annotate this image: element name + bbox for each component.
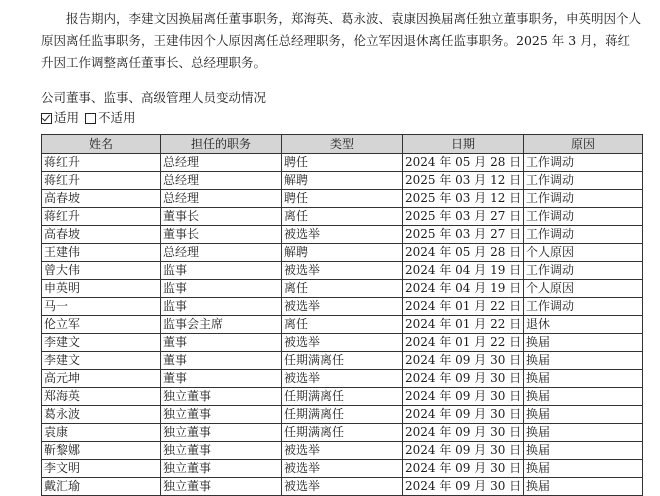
position-cell: 总经理 [161, 244, 282, 262]
type-cell: 离任 [282, 280, 403, 298]
date-cell: 2024 年 09 月 30 日 [403, 478, 524, 496]
table-row [42, 190, 643, 208]
header-name: 姓名 [42, 135, 161, 154]
position-cell: 总经理 [161, 190, 282, 208]
type-cell: 任期满离任 [282, 424, 403, 442]
table-row [42, 352, 643, 370]
table-row [42, 316, 643, 334]
position-cell: 董事长 [161, 208, 282, 226]
name-cell: 高元坤 [42, 370, 161, 388]
position-cell: 独立董事 [161, 388, 282, 406]
type-cell: 任期满离任 [282, 388, 403, 406]
name-cell: 伦立军 [42, 316, 161, 334]
position-cell: 监事会主席 [161, 316, 282, 334]
name-cell: 袁康 [42, 424, 161, 442]
date-cell: 2025 年 03 月 12 日 [403, 172, 524, 190]
reason-cell: 工作调动 [524, 208, 643, 226]
table-row [42, 208, 643, 226]
position-cell: 独立董事 [161, 442, 282, 460]
type-cell: 解聘 [282, 244, 403, 262]
checked-box-icon[interactable] [41, 113, 52, 124]
not-applicable-option[interactable] [85, 109, 136, 127]
name-cell: 李文明 [42, 460, 161, 478]
date-cell: 2024 年 01 月 22 日 [403, 298, 524, 316]
position-cell: 独立董事 [161, 424, 282, 442]
date-cell: 2024 年 09 月 30 日 [403, 406, 524, 424]
name-cell: 王建伟 [42, 244, 161, 262]
type-cell: 被选举 [282, 370, 403, 388]
unchecked-box-icon[interactable] [85, 113, 96, 124]
position-cell: 总经理 [161, 172, 282, 190]
date-cell: 2024 年 09 月 30 日 [403, 370, 524, 388]
table-row [42, 226, 643, 244]
reason-cell: 换届 [524, 334, 643, 352]
name-cell: 申英明 [42, 280, 161, 298]
reason-cell: 个人原因 [524, 280, 643, 298]
reason-cell: 工作调动 [524, 298, 643, 316]
date-cell: 2024 年 01 月 22 日 [403, 316, 524, 334]
type-cell: 离任 [282, 316, 403, 334]
header-position: 担任的职务 [161, 135, 282, 154]
date-cell: 2025 年 03 月 27 日 [403, 226, 524, 244]
name-cell: 曾大伟 [42, 262, 161, 280]
reason-cell: 换届 [524, 370, 643, 388]
position-cell: 独立董事 [161, 406, 282, 424]
applicable-label: 适用 [54, 110, 80, 125]
name-cell: 靳黎娜 [42, 442, 161, 460]
date-cell: 2024 年 04 月 19 日 [403, 262, 524, 280]
table-row [42, 370, 643, 388]
position-cell: 监事 [161, 280, 282, 298]
name-cell: 蒋红升 [42, 154, 161, 172]
position-cell: 董事 [161, 334, 282, 352]
date-cell: 2024 年 09 月 30 日 [403, 388, 524, 406]
date-cell: 2025 年 03 月 27 日 [403, 208, 524, 226]
position-cell: 董事 [161, 352, 282, 370]
reason-cell: 换届 [524, 478, 643, 496]
type-cell: 被选举 [282, 442, 403, 460]
position-cell: 董事长 [161, 226, 282, 244]
table-row [42, 442, 643, 460]
reason-cell: 个人原因 [524, 244, 643, 262]
date-cell: 2024 年 09 月 30 日 [403, 460, 524, 478]
type-cell: 被选举 [282, 298, 403, 316]
reason-cell: 工作调动 [524, 154, 643, 172]
table-row [42, 280, 643, 298]
reason-cell: 换届 [524, 460, 643, 478]
name-cell: 李建文 [42, 334, 161, 352]
date-cell: 2024 年 09 月 30 日 [403, 442, 524, 460]
position-cell: 董事 [161, 370, 282, 388]
table-row [42, 406, 643, 424]
intro-paragraph: 报告期内，李建文因换届离任董事职务，郑海英、葛永波、袁康因换届离任独立董事职务，申英明因个人原因离任监事职务，王建伟因个人原因离任总经理职务，伦立军因退休离任监事职务。2025 年 3 月，蒋红升因工作调整离任董事长、总经理职务。 [41, 11, 642, 70]
table-header-row [42, 135, 643, 154]
date-cell: 2024 年 05 月 28 日 [403, 244, 524, 262]
type-cell: 聘任 [282, 190, 403, 208]
table-row [42, 460, 643, 478]
reason-cell: 换届 [524, 424, 643, 442]
applicability-options [41, 109, 142, 127]
type-cell: 被选举 [282, 478, 403, 496]
name-cell: 马一 [42, 298, 161, 316]
reason-cell: 退休 [524, 316, 643, 334]
applicable-option[interactable] [41, 109, 79, 127]
reason-cell: 换届 [524, 442, 643, 460]
type-cell: 被选举 [282, 334, 403, 352]
name-cell: 葛永波 [42, 406, 161, 424]
table-row [42, 424, 643, 442]
type-cell: 聘任 [282, 154, 403, 172]
name-cell: 戴汇瑜 [42, 478, 161, 496]
table-row [42, 388, 643, 406]
reason-cell: 工作调动 [524, 172, 643, 190]
reason-cell: 换届 [524, 406, 643, 424]
name-cell: 李建文 [42, 352, 161, 370]
date-cell: 2024 年 09 月 30 日 [403, 424, 524, 442]
date-cell: 2024 年 01 月 22 日 [403, 334, 524, 352]
type-cell: 离任 [282, 208, 403, 226]
position-cell: 总经理 [161, 154, 282, 172]
position-cell: 独立董事 [161, 460, 282, 478]
table-row [42, 334, 643, 352]
type-cell: 解聘 [282, 172, 403, 190]
reason-cell: 换届 [524, 388, 643, 406]
header-date: 日期 [403, 135, 524, 154]
personnel-changes-table [41, 134, 643, 496]
reason-cell: 工作调动 [524, 226, 643, 244]
name-cell: 高春坡 [42, 226, 161, 244]
reason-cell: 换届 [524, 352, 643, 370]
table-row [42, 244, 643, 262]
table-row [42, 262, 643, 280]
type-cell: 被选举 [282, 226, 403, 244]
position-cell: 监事 [161, 262, 282, 280]
header-type: 类型 [282, 135, 403, 154]
type-cell: 被选举 [282, 460, 403, 478]
table-row [42, 154, 643, 172]
date-cell: 2025 年 03 月 12 日 [403, 190, 524, 208]
type-cell: 被选举 [282, 262, 403, 280]
date-cell: 2024 年 09 月 30 日 [403, 352, 524, 370]
date-cell: 2024 年 05 月 28 日 [403, 154, 524, 172]
header-reason: 原因 [524, 135, 643, 154]
section-title: 公司董事、监事、高级管理人员变动情况 [41, 90, 267, 105]
name-cell: 蒋红升 [42, 172, 161, 190]
position-cell: 监事 [161, 298, 282, 316]
date-cell: 2024 年 04 月 19 日 [403, 280, 524, 298]
type-cell: 任期满离任 [282, 406, 403, 424]
not-applicable-label: 不适用 [98, 110, 136, 125]
reason-cell: 工作调动 [524, 190, 643, 208]
name-cell: 高春坡 [42, 190, 161, 208]
name-cell: 蒋红升 [42, 208, 161, 226]
table-row [42, 478, 643, 496]
table-row [42, 298, 643, 316]
table-row [42, 172, 643, 190]
reason-cell: 工作调动 [524, 262, 643, 280]
name-cell: 郑海英 [42, 388, 161, 406]
position-cell: 独立董事 [161, 478, 282, 496]
type-cell: 任期满离任 [282, 352, 403, 370]
